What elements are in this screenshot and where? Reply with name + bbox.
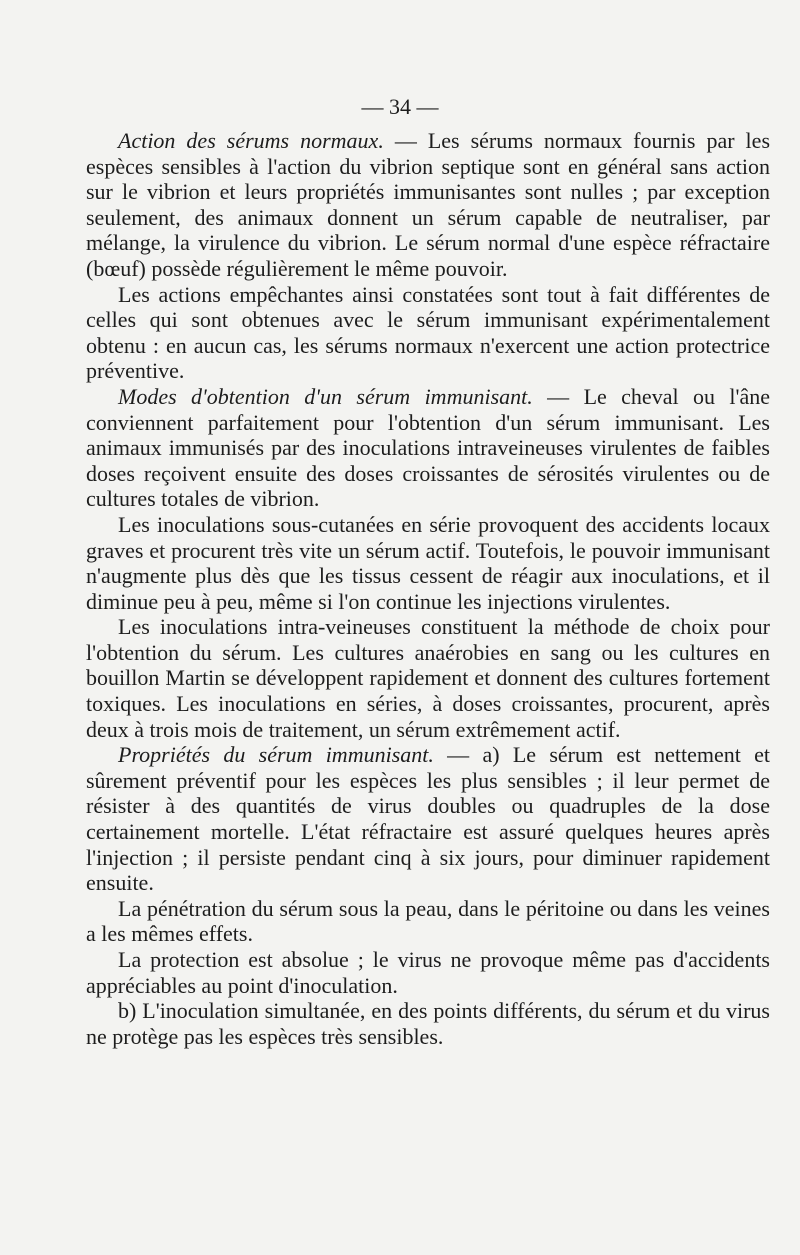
paragraph-text: — a) Le sérum est nettement et sûrement préventif pour les espèces les plus sensibles ; il leur permet de résister à des quantités de virus doubles ou quadruples de la dose certainement mortelle. L'état réfractaire est assuré quelques heures après l'injection ; il persiste pendant cinq à six jours, pour diminuer rapidement ensuite. <box>86 742 770 896</box>
paragraph-serum-properties <box>86 742 770 896</box>
paragraph-protection <box>86 947 770 998</box>
paragraph-text: Les actions empêchantes ainsi constatées sont tout à fait différentes de celles qui sont obtenues avec le sérum immunisant expérimentalement obtenu : en aucun cas, les sérums normaux n'exercent une action protectrice préventive. <box>86 281 770 384</box>
paragraph-subcutaneous <box>86 512 770 614</box>
paragraph-preventing-actions <box>86 282 770 384</box>
paragraph-text: — Le cheval ou l'âne conviennent parfaitement pour l'obtention d'un sérum immunisant. Les animaux immunisés par des inoculations intraveineuses virulentes de faibles doses reçoivent ensuite des doses croissantes de sérosités virulentes ou de cultures totales de vibrion. <box>86 383 770 512</box>
paragraph-obtaining-serum <box>86 384 770 512</box>
body-text <box>86 128 770 1049</box>
paragraph-simultaneous <box>86 998 770 1049</box>
paragraph-text: b) L'inoculation simultanée, en des points différents, du sérum et du virus ne protège pas les espèces très sensibles. <box>86 998 770 1049</box>
paragraph-text: — Les sérums normaux fournis par les espèces sensibles à l'action du vibrion septique sont en général sans action sur le vibrion et leurs propriétés immunisantes sont nulles ; par exception seulement, des animaux donnent un sérum capable de neutraliser, par mélange, la virulence du vibrion. Le sérum normal d'une espèce réfractaire (bœuf) possède régulièrement le même pouvoir. <box>86 128 770 281</box>
section-heading: Modes d'obtention d'un sérum immunisant. <box>118 383 533 409</box>
section-heading: Action des sérums normaux. <box>118 128 384 153</box>
paragraph-normal-sera <box>86 128 770 282</box>
section-heading: Propriétés du sérum immunisant. <box>118 742 434 768</box>
paragraph-text: Les inoculations intra-veineuses constituent la méthode de choix pour l'obtention du sérum. Les cultures anaérobies en sang ou les cultures en bouillon Martin se développent rapidement et donnent des cultures fortement toxiques. Les inoculations en séries, à doses croissantes, procurent, après deux à trois mois de traitement, un sérum extrêmement actif. <box>86 614 770 742</box>
page-number: — 34 — <box>361 94 439 119</box>
paragraph-penetration <box>86 896 770 947</box>
paragraph-text: La pénétration du sérum sous la peau, dans le péritoine ou dans les veines a les mêmes effets. <box>86 895 770 947</box>
paragraph-text: La protection est absolue ; le virus ne provoque même pas d'accidents appréciables au point d'inoculation. <box>86 947 770 998</box>
paragraph-intravenous <box>86 614 770 742</box>
paragraph-text: Les inoculations sous-cutanées en série provoquent des accidents locaux graves et procurent très vite un sérum actif. Toutefois, le pouvoir immunisant n'augmente plus dès que les tissus cessent de réagir aux inoculations, et il diminue peu à peu, même si l'on continue les injections virulentes. <box>86 511 770 614</box>
